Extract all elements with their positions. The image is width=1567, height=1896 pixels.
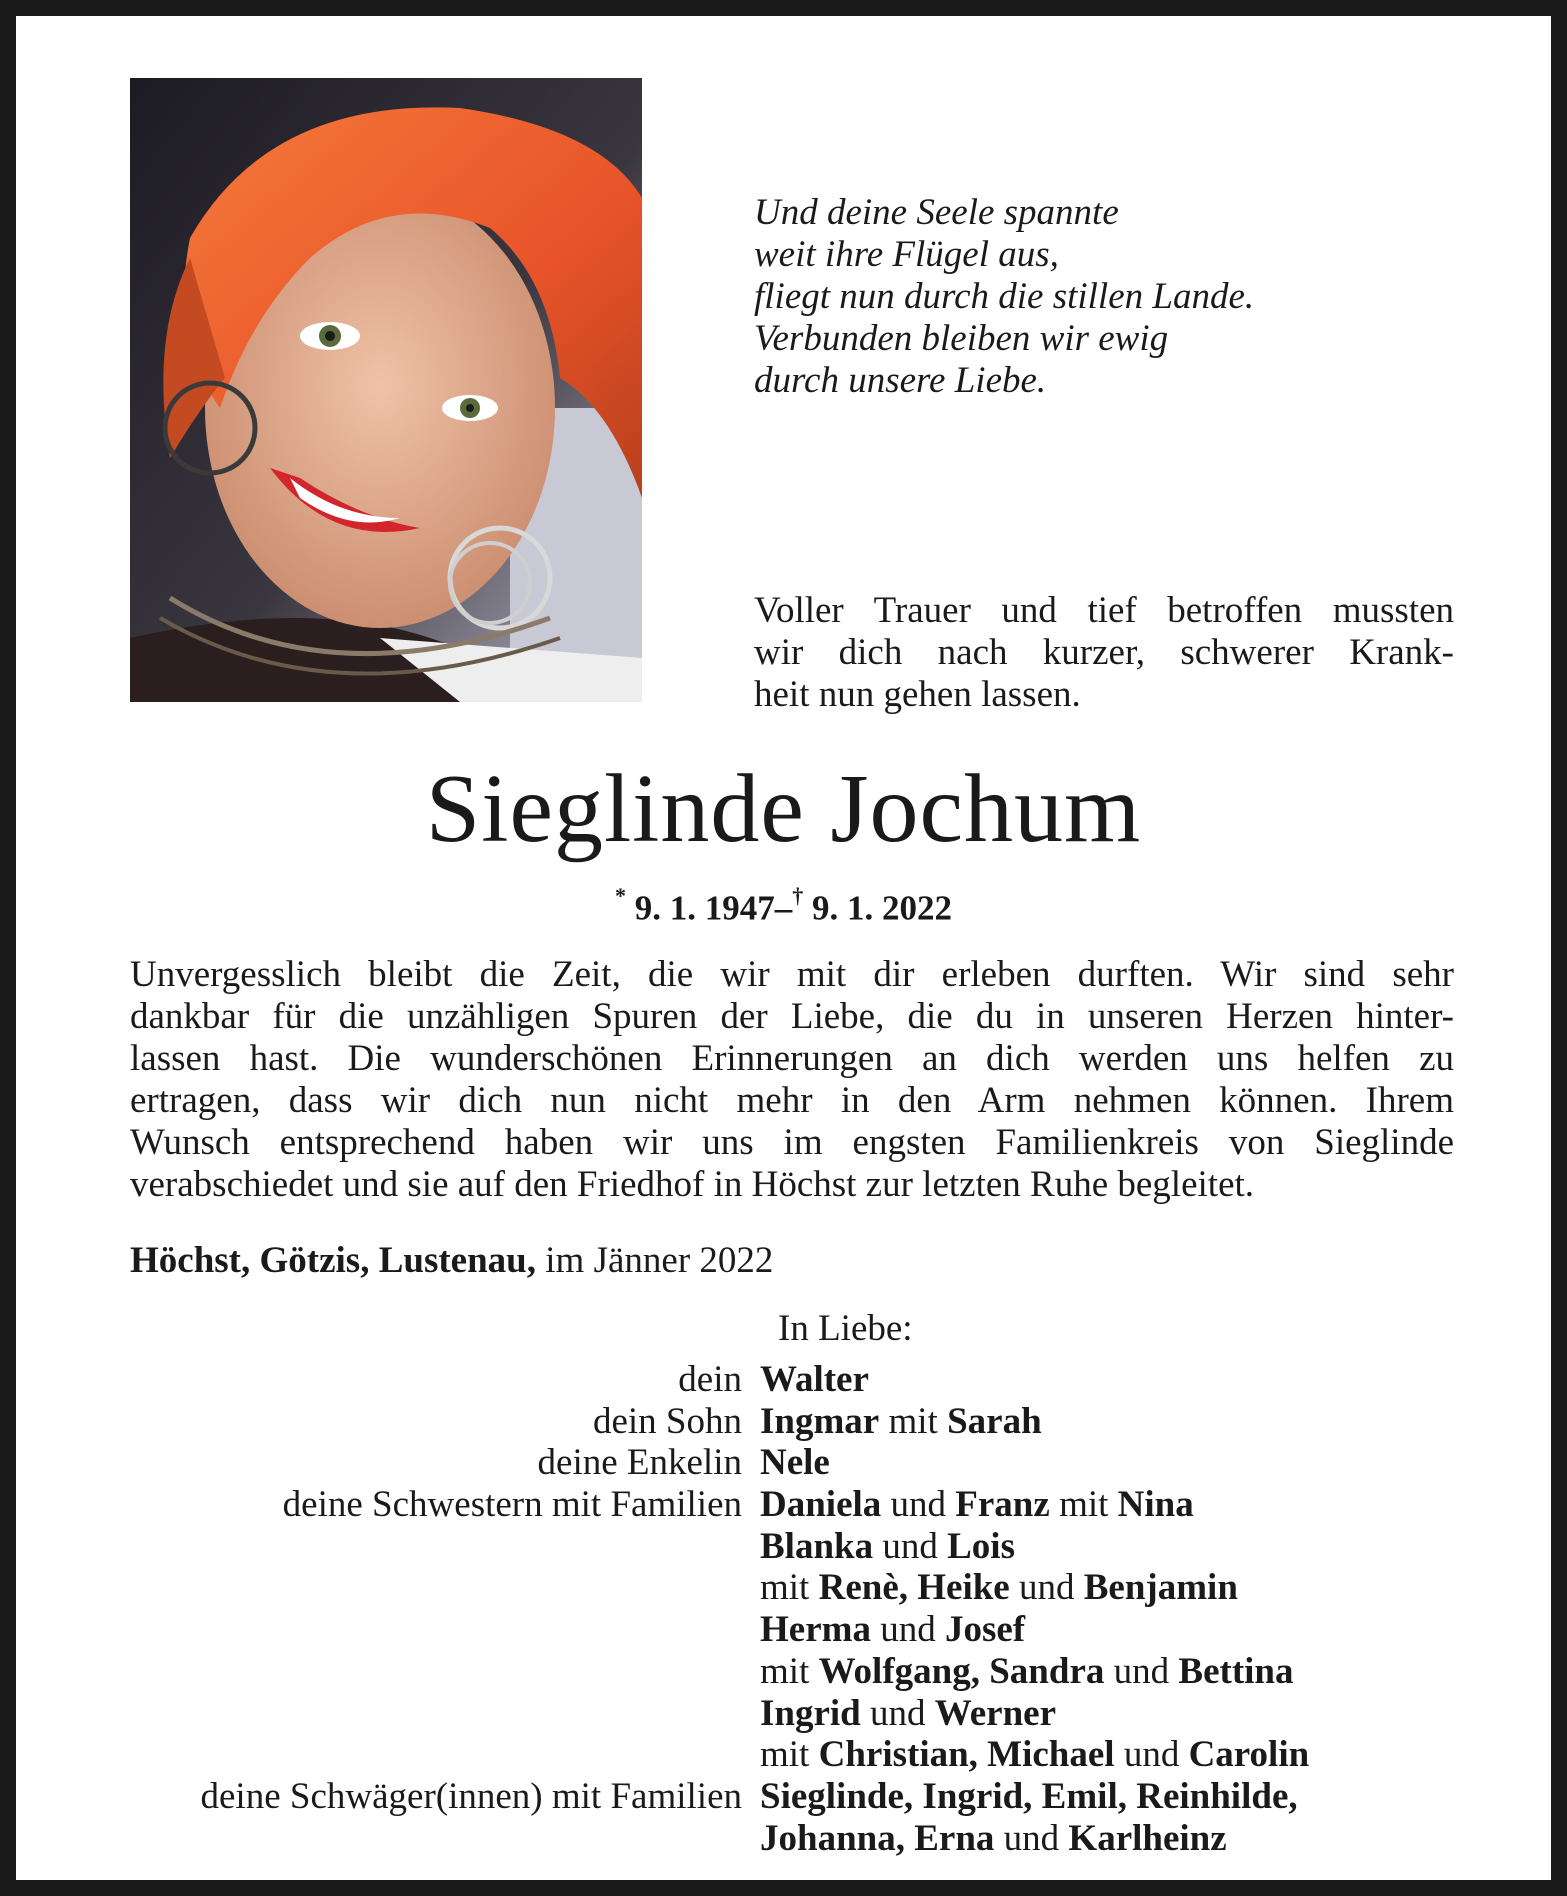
mourner-name: Johanna, Erna [760, 1817, 995, 1859]
mourner-name: Werner [934, 1692, 1056, 1734]
mourner-names [760, 1651, 1294, 1693]
connector-text: mit [760, 1734, 819, 1776]
mourner-name: Bettina [1178, 1650, 1294, 1692]
mourner-relation: dein [678, 1359, 742, 1400]
mourner-row [16, 1693, 1551, 1735]
poem [754, 192, 1454, 402]
connector-text: und [870, 1609, 945, 1651]
intro-line: heit nun gehen lassen. [754, 674, 1081, 715]
body-line: dankbar für die unzähligen Spuren der Liebe, die du in unseren Herzen hinter- [130, 996, 1454, 1037]
mourner-names [760, 1609, 1025, 1651]
birth-symbol: * [615, 883, 626, 908]
body-line: Unvergesslich bleibt die Zeit, die wir mit dir erleben durften. Wir sind sehr [130, 954, 1454, 995]
mourner-relation [16, 1526, 760, 1568]
birth-date: 9. 1. 1947 [634, 888, 775, 928]
connector-text: und [1104, 1650, 1179, 1692]
body-line: Wunsch entsprechend haben wir uns im engsten Familienkreis von Sieglinde [130, 1122, 1454, 1163]
life-dates [16, 880, 1551, 929]
mourner-name: Sarah [947, 1400, 1042, 1442]
mourner-names [760, 1567, 1238, 1609]
mourner-relation: deine Enkelin [537, 1442, 742, 1484]
mourner-name: Walter [760, 1359, 869, 1400]
mourner-relation [16, 1567, 760, 1609]
body-line: lassen hast. Die wunderschönen Erinnerungen an dich werden uns helfen zu [130, 1038, 1454, 1079]
mourner-name: Nina [1117, 1484, 1194, 1526]
place-and-date [130, 1240, 1030, 1282]
intro-line: wir dich nach kurzer, schwerer Krank- [754, 632, 1454, 673]
mourner-name: Sieglinde, Ingrid, Emil, Reinhilde, [760, 1775, 1298, 1817]
connector-text: mit [760, 1567, 819, 1609]
mourner-names [760, 1442, 830, 1484]
mourner-name: Ingmar [760, 1400, 880, 1442]
connector-text: und [881, 1484, 956, 1526]
mourner-relation: deine Schwäger(innen) mit Familien [200, 1775, 742, 1817]
mourner-row [16, 1442, 1551, 1484]
body-line: ertragen, dass wir dich nun nicht mehr in den Arm nehmen können. Ihrem [130, 1080, 1454, 1121]
mourner-relation [16, 1651, 760, 1693]
mourner-row [16, 1359, 1551, 1401]
mourner-names [760, 1401, 1042, 1443]
mourner-names [760, 1359, 869, 1401]
body-paragraph [130, 954, 1454, 1206]
mourner-name: Herma [760, 1609, 871, 1651]
mourner-names [760, 1734, 1309, 1776]
connector-text: mit [1049, 1484, 1118, 1526]
connector-text: und [873, 1525, 948, 1567]
portrait-photo [130, 78, 642, 702]
deceased-name: Sieglinde Jochum [425, 755, 1142, 863]
mourner-row [16, 1776, 1551, 1818]
mourner-relation [16, 1818, 760, 1860]
connector-text: mit [760, 1650, 819, 1692]
mourner-name: Wolfgang, Sandra [818, 1650, 1105, 1692]
connector-text: mit [879, 1400, 948, 1442]
intro-line: Voller Trauer und tief betroffen mussten [754, 590, 1454, 631]
places: Höchst, Götzis, Lustenau, [130, 1240, 537, 1281]
poem-line: weit ihre Flügel aus, [754, 234, 1059, 275]
mourner-row [16, 1818, 1551, 1860]
in-love-heading: In Liebe: [778, 1308, 913, 1349]
mourner-relation [16, 1609, 760, 1651]
mourner-relation: deine Schwestern mit Familien [282, 1484, 742, 1526]
mourner-name: Franz [955, 1484, 1050, 1526]
mourner-row [16, 1484, 1551, 1526]
body-line: verabschiedet und sie auf den Friedhof in Höchst zur letzten Ruhe begleitet. [130, 1164, 1255, 1205]
mourner-name: Benjamin [1083, 1567, 1238, 1609]
mourner-names [760, 1693, 1056, 1735]
poem-line: fliegt nun durch die stillen Lande. [754, 276, 1255, 317]
death-date: 9. 1. 2022 [812, 888, 952, 928]
mourner-name: Renè, Heike [818, 1567, 1010, 1609]
mourner-names [760, 1526, 1015, 1568]
mourner-names [760, 1776, 1298, 1818]
mourner-row [16, 1651, 1551, 1693]
mourner-name: Josef [944, 1609, 1026, 1651]
mourner-name: Karlheinz [1068, 1817, 1227, 1859]
mourner-names [760, 1818, 1227, 1860]
mourner-row [16, 1401, 1551, 1443]
mourner-name: Daniela [760, 1484, 882, 1526]
mourner-name: Christian, Michael [818, 1734, 1115, 1776]
mourner-name: Ingrid [760, 1692, 861, 1734]
mourner-row [16, 1526, 1551, 1568]
connector-text: und [1009, 1567, 1084, 1609]
mourner-relation [16, 1693, 760, 1735]
death-symbol: † [792, 883, 804, 908]
mourners-list [16, 1359, 1551, 1859]
mourner-name: Lois [947, 1525, 1015, 1567]
mourner-name: Nele [760, 1442, 830, 1484]
month-year: im Jänner 2022 [536, 1240, 774, 1281]
obituary-card [16, 16, 1551, 1880]
poem-line: Und deine Seele spannte [754, 192, 1119, 233]
date-separator: – [774, 888, 793, 928]
mourner-names [760, 1484, 1194, 1526]
mourner-name: Carolin [1188, 1734, 1310, 1776]
intro-text [754, 590, 1454, 716]
mourner-relation: dein Sohn [592, 1400, 742, 1442]
mourner-relation [16, 1734, 760, 1776]
mourner-row [16, 1734, 1551, 1776]
connector-text: und [860, 1692, 935, 1734]
mourner-row [16, 1567, 1551, 1609]
poem-line: durch unsere Liebe. [754, 360, 1047, 401]
mourner-name: Blanka [760, 1525, 874, 1567]
connector-text: und [994, 1817, 1069, 1859]
mourner-row [16, 1609, 1551, 1651]
connector-text: und [1114, 1734, 1189, 1776]
portrait-image [130, 78, 642, 702]
poem-line: Verbunden bleiben wir ewig [754, 318, 1169, 359]
